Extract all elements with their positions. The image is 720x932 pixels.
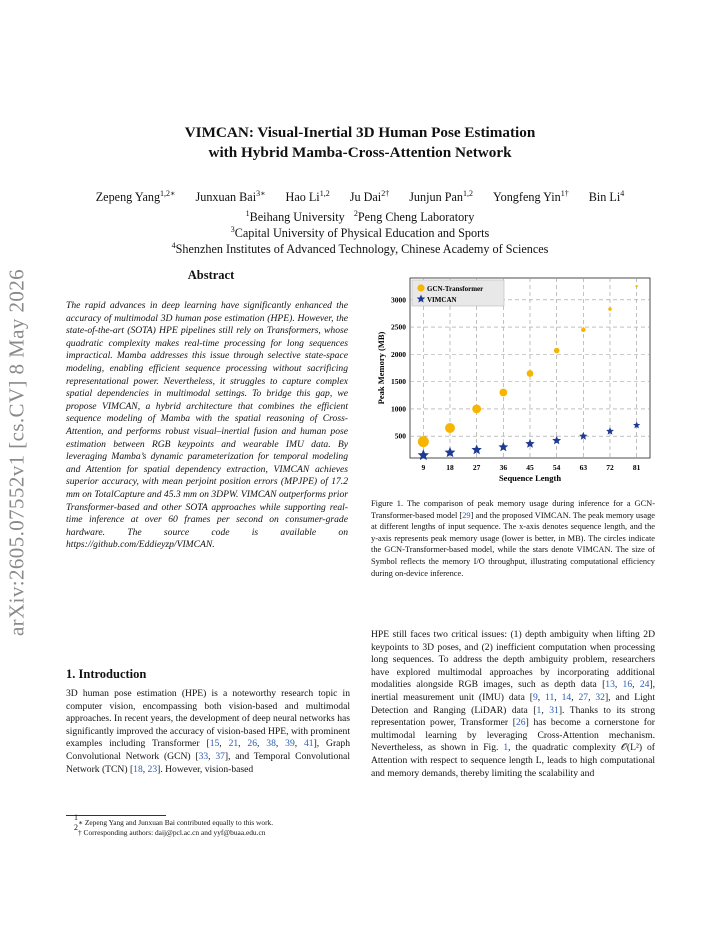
author-name xyxy=(96,190,176,204)
y-axis-label: Peak Memory (MB) xyxy=(376,331,386,405)
author-name-text: Hao Li xyxy=(285,190,320,204)
legend-box xyxy=(412,280,504,306)
affiliation-cupes: Capital University of Physical Education and Sports xyxy=(234,226,490,240)
footnotes xyxy=(74,813,354,838)
author-name xyxy=(286,190,330,204)
citation-link[interactable]: 18 xyxy=(133,763,143,775)
author-name-text: Zepeng Yang xyxy=(95,190,161,204)
affiliation-siat: Shenzhen Institutes of Advanced Technology, Chinese Academy of Sciences xyxy=(175,242,549,256)
author-name xyxy=(409,190,473,204)
text-span: , xyxy=(554,691,562,703)
data-point-gcn-transformer xyxy=(581,328,586,333)
title-line-1: VIMCAN: Visual-Inertial 3D Human Pose Estimation xyxy=(184,124,536,141)
citation-link[interactable]: 26 xyxy=(516,717,526,729)
author-name-text: Junxuan Bai xyxy=(195,190,257,204)
author-name xyxy=(350,190,389,204)
author-name xyxy=(589,190,625,204)
author-name-text: Ju Dai xyxy=(349,190,382,204)
x-tick-label: 27 xyxy=(472,463,481,472)
author-name-text: Yongfeng Yin xyxy=(493,190,561,204)
data-point-gcn-transformer xyxy=(499,389,507,397)
citation-link[interactable]: 1 xyxy=(503,742,509,754)
aff-sup: 3 xyxy=(230,225,235,234)
citation-link[interactable]: 38 xyxy=(266,738,276,750)
y-tick-label: 1500 xyxy=(391,377,406,387)
footnote-1 xyxy=(74,813,354,828)
text-span: ] has become a cornerstone for multimodal learning by leveraging Cross-Attention mechanism. Nevertheless, as shown in Fig. xyxy=(371,717,655,754)
text-span: , xyxy=(238,738,248,750)
citation-link[interactable]: 27 xyxy=(578,691,589,703)
title-line-2: with Hybrid Mamba-Cross-Attention Network xyxy=(208,144,512,161)
affiliation-line-3 xyxy=(0,241,720,257)
x-tick-label: 81 xyxy=(632,463,641,472)
data-point-gcn-transformer xyxy=(445,423,455,433)
author-list xyxy=(0,189,720,205)
text-span: , xyxy=(142,763,148,775)
author-sup: 1,2 xyxy=(463,189,474,198)
text-span: , xyxy=(541,704,550,716)
author-sup: 1† xyxy=(560,189,569,198)
author-sup: 4 xyxy=(620,189,625,198)
citation-link[interactable]: 39 xyxy=(285,738,295,750)
citation-link[interactable]: 21 xyxy=(228,738,239,750)
author-sup: 1,2 xyxy=(319,189,330,198)
x-tick-label: 9 xyxy=(421,463,426,472)
footnote-2-text: † Corresponding authors: daij@pcl.ac.cn and yyf@buaa.edu.cn xyxy=(78,828,266,837)
citation-link[interactable]: 37 xyxy=(215,750,225,762)
fn-sup: 2 xyxy=(74,823,78,832)
citation-link[interactable]: 13 xyxy=(605,679,615,691)
author-sup: 1,2∗ xyxy=(160,189,176,198)
text-span: , xyxy=(208,750,216,762)
footnote-1-text: ∗ Zepeng Yang and Junxuan Bai contributed equally to this work. xyxy=(78,818,274,827)
intro-paragraph-right xyxy=(371,629,655,780)
text-span: , xyxy=(571,691,579,703)
citation-link[interactable]: 26 xyxy=(247,738,258,750)
author-name xyxy=(195,190,265,204)
text-span: Figure 1. The comparison of peak memory usage during inference for a GCN-Transformer-based model [ xyxy=(371,499,655,520)
x-tick-label: 45 xyxy=(526,463,534,472)
text-span: , xyxy=(219,738,229,750)
text-span: HPE still faces two critical issues: (1) depth ambiguity when lifting 2D keypoints to 3D poses, and (2) inefficient computation when processing long sequences. To address the depth ambiguity problem, researchers have explored multimodal approaches by incorporating additional modalities alongside RGB images, such as depth data [ xyxy=(371,629,655,691)
y-tick-label: 3000 xyxy=(391,295,406,305)
abstract-heading: Abstract xyxy=(187,268,235,282)
x-tick-label: 54 xyxy=(552,463,561,472)
author-name-text: Bin Li xyxy=(588,190,621,204)
fn-sup: 1 xyxy=(74,813,78,822)
x-tick-label: 72 xyxy=(606,463,614,472)
citation-link[interactable]: 15 xyxy=(209,738,220,750)
y-tick-label: 1000 xyxy=(391,404,406,414)
x-tick-label: 36 xyxy=(499,463,508,472)
text-span: ]. However, vision-based xyxy=(157,763,254,775)
text-span: , xyxy=(275,738,286,750)
footnote-2 xyxy=(74,823,354,838)
author-sup: 3∗ xyxy=(256,189,266,198)
text-span: , xyxy=(537,691,546,703)
data-point-gcn-transformer xyxy=(554,348,560,354)
y-tick-label: 2000 xyxy=(391,349,406,359)
aff-sup: 2 xyxy=(353,209,358,218)
x-axis-label: Sequence Length xyxy=(498,473,562,483)
footnote-rule xyxy=(66,815,166,816)
author-name-text: Junjun Pan xyxy=(409,190,464,204)
affiliation-beihang: Beihang University xyxy=(249,210,345,224)
legend-marker-gcn-transformer xyxy=(417,284,424,291)
figure-1-caption xyxy=(371,498,655,579)
x-tick-label: 18 xyxy=(446,463,454,472)
text-span: 3D human pose estimation (HPE) is a noteworthy research topic in computer vision, encompassing both vision-based and multimodal approaches. In recent years, the development of deep neural networks has significantly improved the accuracy of vision-based HPE, with prominent examples including Transformer [ xyxy=(66,688,350,750)
aff-sup: 4 xyxy=(171,241,176,250)
data-point-gcn-transformer xyxy=(635,285,637,287)
text-span: , the quadratic complexity 𝒪(L²) of Attention with respect to sequence length L, leads to high computational and memory demands, thereby limiting the scalability and xyxy=(371,742,655,779)
text-span: ]. Thanks to its strong representation power, Transformer [ xyxy=(371,704,655,729)
citation-link[interactable]: 24 xyxy=(639,679,650,691)
citation-link[interactable]: 16 xyxy=(622,679,633,691)
author-name xyxy=(493,190,569,204)
affiliation-line-1 xyxy=(0,209,720,225)
aff-sup: 1 xyxy=(245,209,250,218)
text-span: ], and Light Detection and Ranging (LiDAR) data [ xyxy=(371,691,655,716)
citation-link[interactable]: 1 xyxy=(536,704,542,716)
citation-link[interactable]: 29 xyxy=(462,510,471,520)
text-span: , xyxy=(632,679,640,691)
intro-paragraph-left xyxy=(66,688,350,776)
legend-label-gcn-transformer: GCN-Transformer xyxy=(427,285,484,293)
text-span: ], Graph Convolutional Network (GCN) [ xyxy=(66,738,351,762)
text-span: , xyxy=(294,738,304,750)
author-sup: 2† xyxy=(381,189,390,198)
data-point-gcn-transformer xyxy=(608,307,611,310)
affiliation-pcl: Peng Cheng Laboratory xyxy=(357,210,475,224)
data-point-gcn-transformer xyxy=(418,436,429,447)
figure-1-chart xyxy=(370,268,660,488)
data-point-gcn-transformer xyxy=(472,404,481,413)
x-tick-label: 63 xyxy=(579,463,588,472)
y-tick-label: 2500 xyxy=(391,322,406,332)
section-heading-introduction: 1. Introduction xyxy=(66,667,147,681)
arxiv-identifier: arXiv:2605.07552v1 [cs.CV] 8 May 2026 xyxy=(4,268,29,637)
citation-link[interactable]: 31 xyxy=(549,704,559,716)
citation-link[interactable]: 33 xyxy=(198,750,209,762)
legend-label-vimcan: VIMCAN xyxy=(427,296,457,304)
citation-link[interactable]: 14 xyxy=(561,691,572,703)
paper-title xyxy=(0,123,720,163)
text-span: , xyxy=(588,691,596,703)
text-span: , xyxy=(614,679,623,691)
text-span: , xyxy=(257,738,267,750)
citation-link[interactable]: 9 xyxy=(532,691,538,703)
citation-link[interactable]: 32 xyxy=(595,691,605,703)
text-span: ], and Temporal Convolutional Network (TCN) [ xyxy=(66,750,350,775)
affiliation-line-2 xyxy=(0,225,720,241)
y-tick-label: 500 xyxy=(394,431,406,441)
text-span: ], inertial measurement unit (IMU) data [ xyxy=(371,679,655,703)
abstract-text: The rapid advances in deep learning have significantly enhanced the accuracy of multimodal 3D human pose estimation (HPE). However, the state-of-the-art (SOTA) HPE pipelines still rely on Transformers, whose quadratic complexity makes real-time processing for long sequences impractical. Mamba addresses this issue through selective state-space modeling, enabling efficient sequence processing without sacrificing representational power. Nevertheless, it struggles to capture complex spatial dependencies in multimodal settings. To bridge this gap, we propose VIMCAN, a hybrid architecture that combines the efficient sequence modeling of Mamba with the spatial reasoning of Cross-Attention, and performs robust visual–inertial fusion and human pose estimation between RGB keypoints and wearable IMU data. By leveraging Mamba’s dynamic parameterization for temporal modeling and Attention for spatial dependency extraction, VIMCAN achieves superior accuracy, with mean perjoint position errors (MPJPE) of 17.2 mm on TotalCapture and 45.3 mm on 3DPW. VIMCAN outperforms prior Transformer-based and other SOTA approaches while supporting real-time inference at over 60 frames per second on consumer-grade hardware. The source code is available on https://github.com/Eddieyzp/VIMCAN. xyxy=(66,300,348,551)
data-point-gcn-transformer xyxy=(527,370,534,377)
citation-link[interactable]: 11 xyxy=(545,691,555,703)
text-span: ] and the proposed VIMCAN. The peak memory usage at different lengths of input sequence. The x-axis denotes sequence length, and the y-axis represents peak memory usage (lower is better, in MB). The circles indicate the GCN-Transformer-based model, while the stars denote VIMCAN. The size of Symbol reflects the memory I/O throughput, illustrating computational efficiency during on-device inference. xyxy=(371,510,655,578)
citation-link[interactable]: 23 xyxy=(147,763,158,775)
citation-link[interactable]: 41 xyxy=(304,738,314,750)
